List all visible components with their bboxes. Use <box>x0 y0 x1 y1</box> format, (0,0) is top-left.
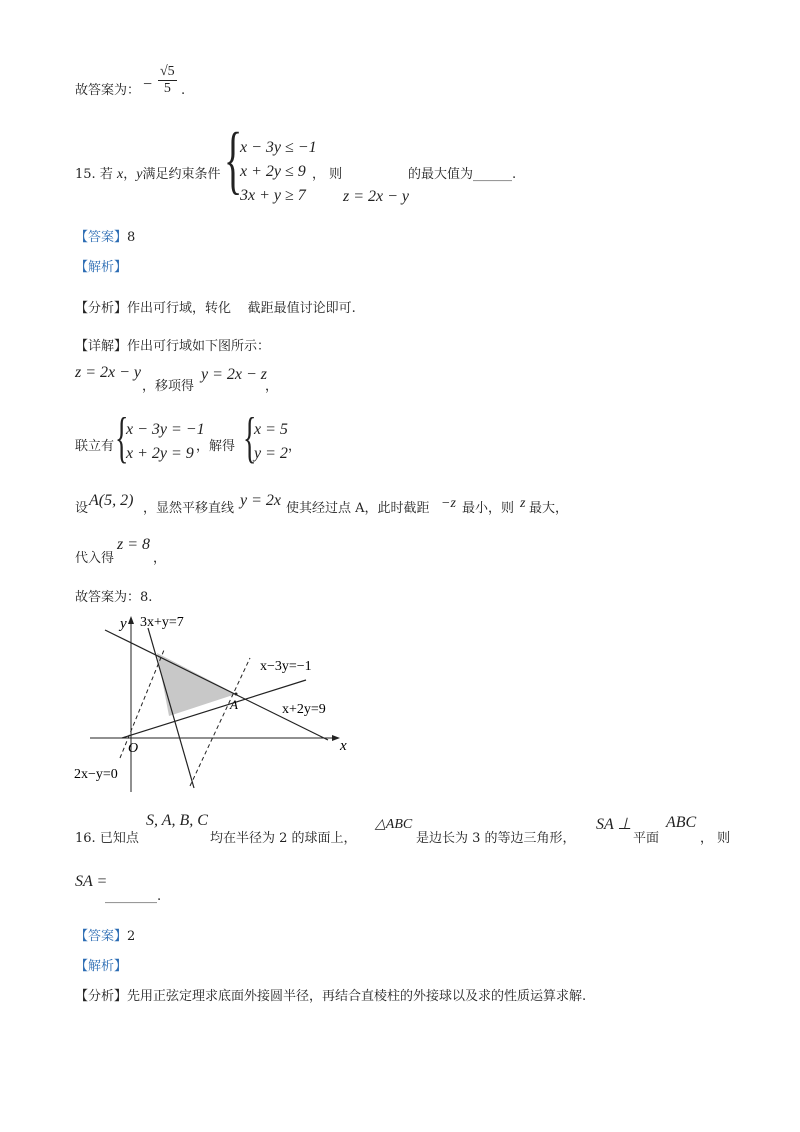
system2-eq2: y = 2 <box>254 445 288 462</box>
detail-final: 故答案为：8. <box>75 590 153 605</box>
fraction-denominator: 5 <box>163 81 171 96</box>
line-2x-y-0 <box>120 650 164 758</box>
jiede: ，解得 <box>196 439 236 454</box>
label-origin: O <box>128 741 139 756</box>
fenxi-text-b: 截距最值讨论即可. <box>247 301 356 316</box>
detail-line1: 作出可行域如下图所示： <box>127 339 271 354</box>
fenxi-text: 先用正弦定理求底面外接圆半径，再结合直棱柱的外接球以及求的性质运算求解. <box>127 989 587 1004</box>
q15-stem-a: 若 <box>99 167 113 182</box>
q16-then: ， 则 <box>700 831 731 846</box>
q16-stem-b: 均在半径为 2 的球面上， <box>210 831 357 846</box>
q16-end: . <box>157 889 162 904</box>
comma: ， <box>123 167 137 182</box>
q16-answer <box>75 928 135 946</box>
q16-blank-line <box>105 888 161 906</box>
answer-tag: 【答案】 <box>75 230 128 245</box>
q16-number: 16. <box>75 831 96 846</box>
fenxi-tag: 【分析】 <box>75 301 128 316</box>
q15-number: 15. <box>75 167 96 182</box>
she: 设 <box>75 501 89 516</box>
q15-detail-heading <box>75 338 270 356</box>
q15-answer <box>75 229 135 247</box>
q16-abc: ABC <box>666 814 697 831</box>
system2-eq1: x = 5 <box>254 421 288 438</box>
x-axis-arrow <box>332 735 340 741</box>
var-y: y <box>136 167 143 182</box>
z-var: z <box>520 496 526 511</box>
system1 <box>126 418 205 466</box>
q15-stem <box>75 166 220 184</box>
q16-analysis-tag: 【解析】 <box>75 959 128 974</box>
eq-z: z = 2x − y <box>75 364 142 381</box>
q16-stem-c: 是边长为 3 的等边三角形， <box>416 831 576 846</box>
z-eq-8: z = 8 <box>117 536 151 553</box>
feasible-region-figure <box>70 610 360 795</box>
detail-move: ，移项得 <box>142 379 195 394</box>
detail-comma-3: ， <box>153 551 167 566</box>
line-eq: y = 2x <box>240 492 281 509</box>
var-x: x <box>116 167 124 182</box>
label-x-3y-neg1: x−3y=−1 <box>260 659 312 674</box>
q15-tail-text: 的最大值为 <box>408 167 474 182</box>
detail-comma-1: ， <box>265 379 279 394</box>
q15-blank: ______ <box>473 167 513 182</box>
q16-stem-a: 已知点 <box>99 831 139 846</box>
y-axis-arrow <box>128 616 134 624</box>
label-3x-y-7: 3x+y=7 <box>140 615 184 630</box>
q16-stem-start <box>75 830 139 848</box>
answer-value: 8 <box>127 230 136 245</box>
daird: 代入得 <box>75 551 115 566</box>
label-a: A <box>230 697 238 712</box>
system1-eq2: x + 2y = 9 <box>126 445 194 462</box>
point-a: A(5, 2) <box>89 492 134 509</box>
system1-eq1: x − 3y = −1 <box>126 421 205 438</box>
fenxi-tag: 【分析】 <box>75 989 128 1004</box>
q15-fenxi <box>75 300 356 318</box>
q16-triangle: △ABC <box>375 817 413 832</box>
detail-line2 <box>75 362 141 382</box>
line4b: 使其经过点 A，此时截距 <box>286 501 430 516</box>
detail-tag: 【详解】 <box>75 339 128 354</box>
constraint-system <box>240 136 317 208</box>
line4c: 最小，则 <box>462 501 515 516</box>
line4a: ，显然平移直线 <box>143 501 235 516</box>
answer-tag: 【答案】 <box>75 929 128 944</box>
prev-answer-minus: − <box>143 76 153 93</box>
q16-plane: 平面 <box>633 831 660 846</box>
q16-sa: SA = <box>75 873 108 890</box>
prev-answer-suffix: . <box>181 83 186 98</box>
fenxi-text-a: 作出可行域，转化 <box>127 301 232 316</box>
q16-fenxi <box>75 988 586 1006</box>
constraint-1: x − 3y ≤ −1 <box>240 139 317 156</box>
neg-z: −z <box>441 496 456 511</box>
detail-comma-2: ， <box>288 439 302 454</box>
system2-brace: { <box>243 407 257 469</box>
system1-brace: { <box>115 407 129 469</box>
line-x-2y-9 <box>105 630 328 740</box>
label-y: y <box>120 616 127 632</box>
prev-answer-line <box>75 82 140 100</box>
q16-blank: ________ <box>105 889 157 904</box>
q15-objective: z = 2x − y <box>343 188 410 205</box>
constraint-brace: { <box>224 118 243 202</box>
eq-y: y = 2x − z <box>201 366 268 383</box>
q15-then: ， 则 <box>312 167 343 182</box>
line4d: 最大， <box>529 501 569 516</box>
q15-tail <box>408 166 516 184</box>
q16-perp: SA ⊥ <box>596 816 632 833</box>
label-x-2y-9: x+2y=9 <box>282 702 326 717</box>
lianli: 联立有 <box>75 439 115 454</box>
answer-value: 2 <box>127 929 136 944</box>
feasible-region <box>157 653 236 716</box>
q16-points: S, A, B, C <box>146 812 208 829</box>
prev-answer-prefix: 故答案为： <box>75 83 141 98</box>
fraction-numerator: √5 <box>160 64 175 79</box>
point-a-dot <box>235 693 238 696</box>
constraint-2: x + 2y ≤ 9 <box>240 163 306 180</box>
constraint-3: 3x + y ≥ 7 <box>240 187 306 204</box>
label-2x-y-0: 2x−y=0 <box>74 767 118 782</box>
label-x: x <box>340 738 347 754</box>
system2 <box>254 418 288 466</box>
prev-answer-fraction <box>158 64 177 97</box>
q15-analysis-tag: 【解析】 <box>75 260 128 275</box>
q15-stem-b: 满足约束条件 <box>142 167 221 182</box>
q15-end: . <box>512 167 517 182</box>
